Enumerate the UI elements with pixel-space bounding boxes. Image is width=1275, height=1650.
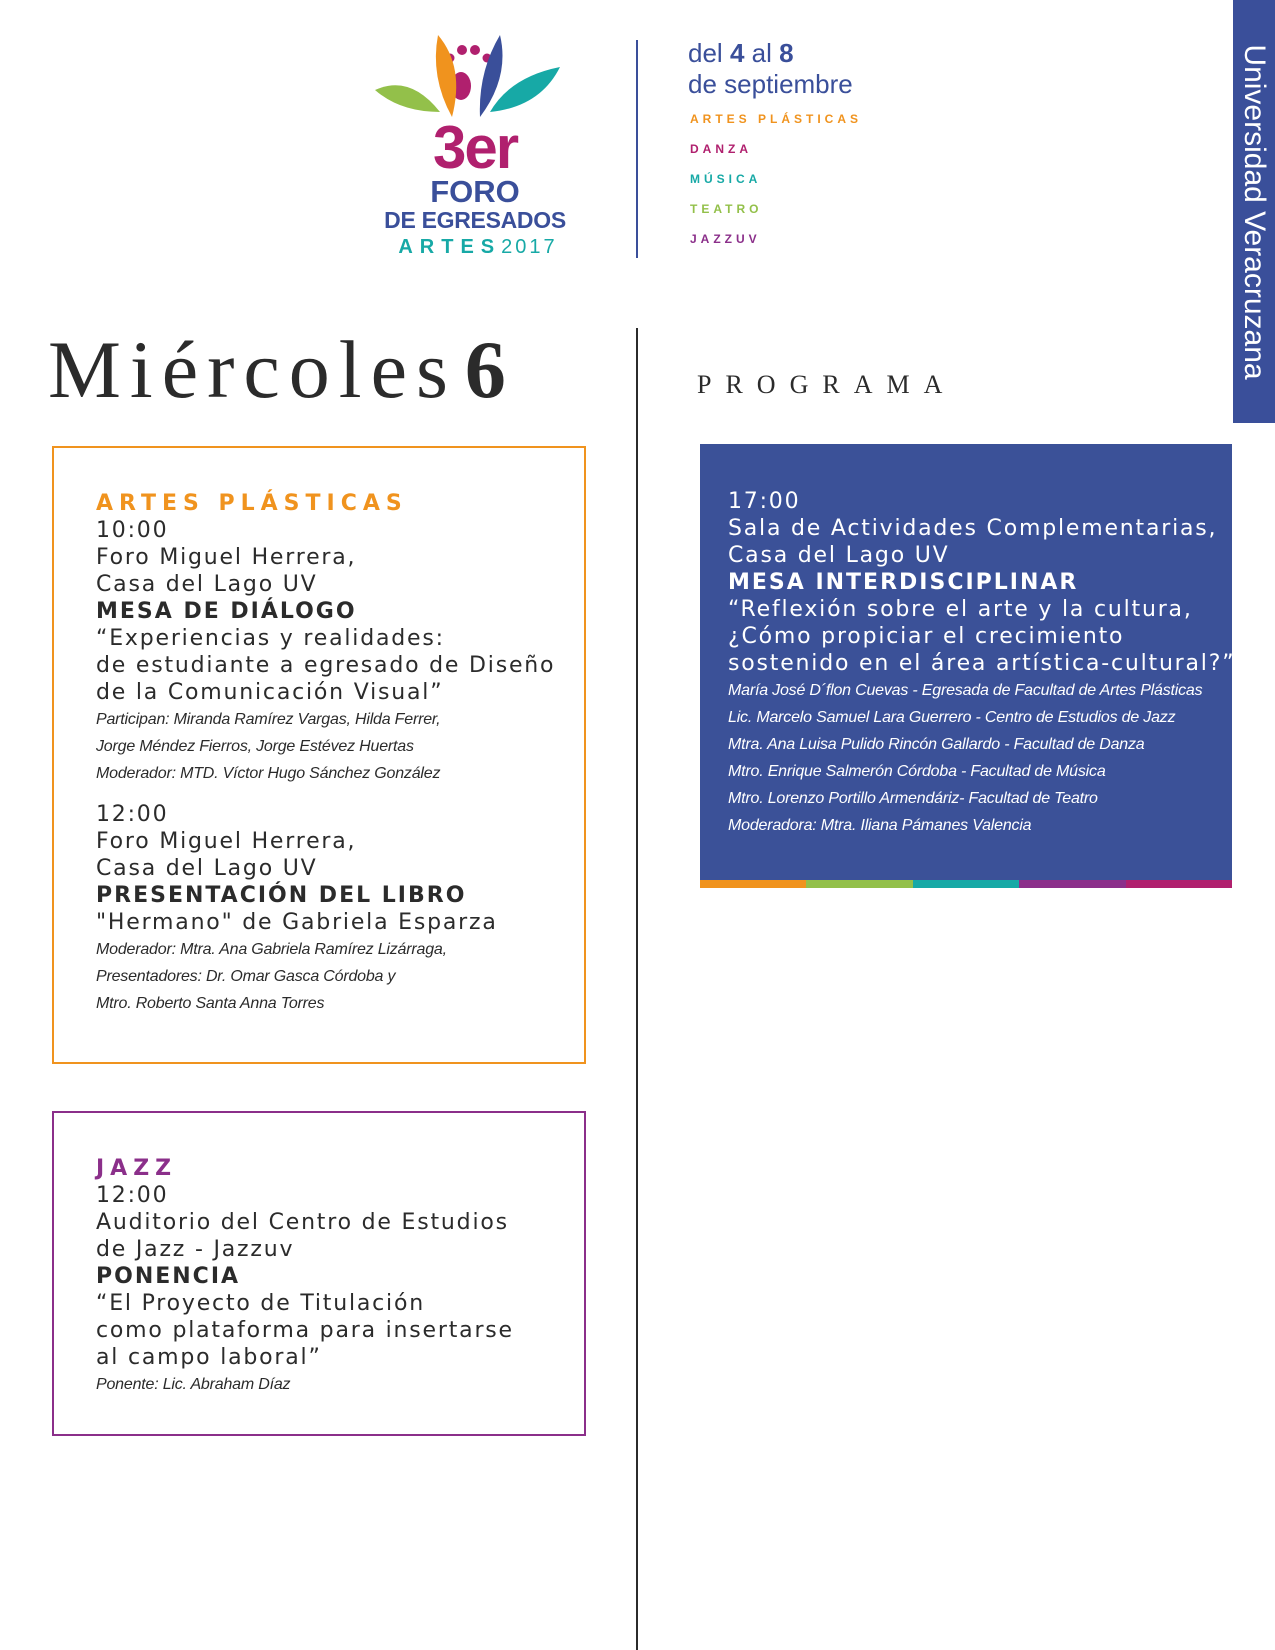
- event-description: ¿Cómo propiciar el crecimiento: [728, 624, 1125, 649]
- discipline-teatro: TEATRO: [690, 202, 763, 216]
- event-participants: Participan: Miranda Ramírez Vargas, Hilda Ferrer,: [96, 711, 441, 728]
- event-time: 12:00: [96, 802, 169, 827]
- event-time: 10:00: [96, 518, 169, 543]
- event-venue: Casa del Lago UV: [96, 572, 318, 597]
- artes-plasticas-box: [52, 446, 586, 1064]
- artes-plasticas-content: [96, 490, 574, 1017]
- date-start: 4: [729, 38, 745, 68]
- participant-item: Lic. Marcelo Samuel Lara Guerrero - Centro de Estudios de Jazz: [728, 709, 1176, 726]
- event-time: 17:00: [728, 489, 801, 514]
- discipline-color-bar: [700, 880, 1232, 888]
- event-venue: Foro Miguel Herrera,: [96, 545, 357, 570]
- event-moderator: Moderador: MTD. Víctor Hugo Sánchez González: [96, 765, 441, 782]
- logo-foro: FORO: [430, 174, 520, 209]
- logo-egresados: DE EGRESADOS: [384, 207, 566, 233]
- event-type: MESA INTERDISCIPLINAR: [728, 570, 1079, 595]
- event-description: como plataforma para insertarse: [96, 1318, 514, 1343]
- jazz-box: [52, 1111, 586, 1436]
- date-al: al: [751, 38, 772, 68]
- event-description: sostenido en el área artística-cultural?”: [728, 651, 1236, 676]
- day-number: 6: [464, 324, 515, 415]
- color-bar-segment: [1019, 880, 1125, 888]
- participant-moderator: Moderadora: Mtra. Iliana Pámanes Valencia: [728, 817, 1032, 834]
- event-description: de estudiante a egresado de Diseño: [96, 653, 556, 678]
- header-divider: [636, 40, 638, 258]
- event-speaker: Ponente: Lic. Abraham Díaz: [96, 1376, 291, 1393]
- day-name: Miércoles: [48, 324, 457, 415]
- foro-logo-graphic: [370, 22, 580, 122]
- logo-ordinal: 3er: [432, 114, 518, 181]
- date-del: del: [688, 38, 723, 68]
- event-time: 12:00: [96, 1183, 169, 1208]
- event-venue: Auditorio del Centro de Estudios: [96, 1210, 509, 1235]
- participant-item: María José D´flon Cuevas - Egresada de Facultad de Artes Plásticas: [728, 682, 1203, 699]
- logo-artes: ARTES: [398, 236, 502, 258]
- date-range: [688, 38, 853, 69]
- discipline-artes-plasticas: ARTES PLÁSTICAS: [690, 112, 863, 126]
- section-title: ARTES PLÁSTICAS: [96, 491, 408, 516]
- discipline-danza: DANZA: [690, 142, 752, 156]
- section-title: JAZZ: [96, 1156, 178, 1181]
- color-bar-segment: [1126, 880, 1232, 888]
- event-venue: Casa del Lago UV: [728, 543, 950, 568]
- discipline-jazzuv: JAZZUV: [690, 232, 761, 246]
- event-dates: [688, 38, 853, 100]
- logo-artes-line: [368, 235, 588, 260]
- interdisciplinar-box: [700, 444, 1236, 880]
- institution-name: Universidad Veracruzana: [1238, 43, 1271, 380]
- logo-year: 2017: [501, 236, 558, 258]
- participant-item: Mtro. Enrique Salmerón Córdoba - Facultad de Música: [728, 763, 1106, 780]
- event-description: al campo laboral”: [96, 1345, 322, 1370]
- programa-label: PROGRAMA: [697, 370, 957, 399]
- day-heading: [48, 320, 515, 420]
- event-venue: Casa del Lago UV: [96, 856, 318, 881]
- color-bar-segment: [913, 880, 1019, 888]
- participant-item: Mtra. Ana Luisa Pulido Rincón Gallardo - Facultad de Danza: [728, 736, 1145, 753]
- event-venue: Foro Miguel Herrera,: [96, 829, 357, 854]
- event-presenters: Mtro. Roberto Santa Anna Torres: [96, 995, 325, 1012]
- color-bar-segment: [806, 880, 912, 888]
- interdisciplinar-content: [728, 488, 1236, 839]
- event-description: “El Proyecto de Titulación: [96, 1291, 425, 1316]
- event-description: de la Comunicación Visual”: [96, 680, 444, 705]
- event-presenters: Presentadores: Dr. Omar Gasca Córdoba y: [96, 968, 396, 985]
- event-venue: de Jazz - Jazzuv: [96, 1237, 295, 1262]
- event-type: MESA DE DIÁLOGO: [96, 599, 357, 624]
- event-moderator: Moderador: Mtra. Ana Gabriela Ramírez Lizárraga,: [96, 941, 447, 958]
- discipline-musica: MÚSICA: [690, 172, 762, 186]
- event-description: “Reflexión sobre el arte y la cultura,: [728, 597, 1193, 622]
- event-description: “Experiencias y realidades:: [96, 626, 445, 651]
- event-type: PRESENTACIÓN DEL LIBRO: [96, 883, 467, 908]
- participant-item: Mtro. Lorenzo Portillo Armendáriz- Facultad de Teatro: [728, 790, 1098, 807]
- column-divider: [636, 328, 638, 1650]
- institution-tab: [1233, 0, 1275, 423]
- jazz-content: [96, 1155, 574, 1398]
- event-type: PONENCIA: [96, 1264, 241, 1289]
- color-bar-segment: [700, 880, 806, 888]
- event-participants: Jorge Méndez Fierros, Jorge Estévez Huertas: [96, 738, 414, 755]
- date-month: de septiembre: [688, 69, 853, 99]
- date-end: 8: [779, 38, 794, 68]
- event-description: "Hermano" de Gabriela Esparza: [96, 910, 498, 935]
- event-venue: Sala de Actividades Complementarias,: [728, 516, 1218, 541]
